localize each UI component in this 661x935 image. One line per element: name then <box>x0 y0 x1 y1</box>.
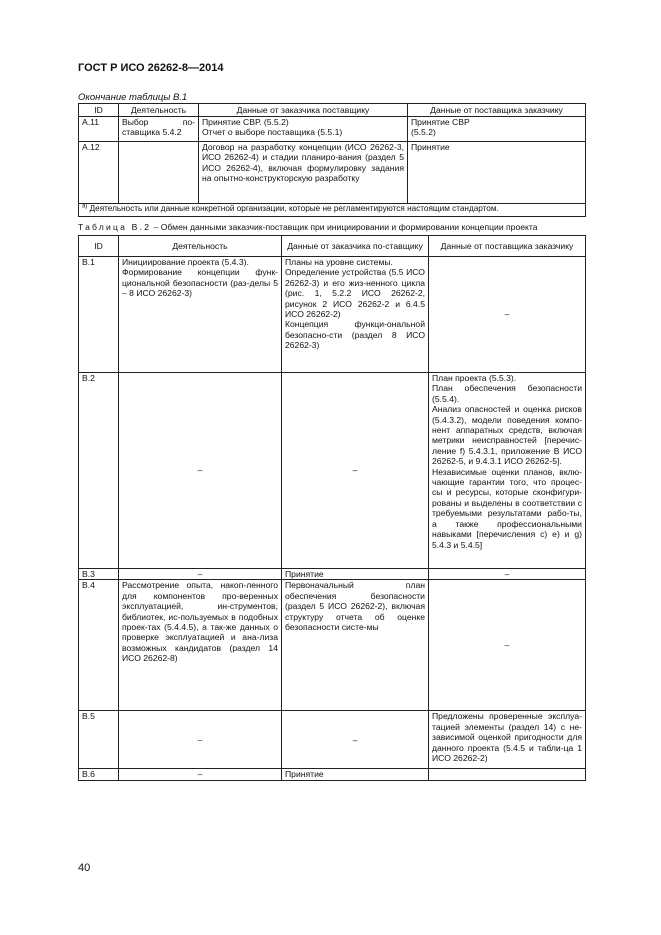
table-header-row <box>79 104 586 117</box>
cell-activity: Инициирование проекта (5.4.3). Формирование концепции функ-циональной безопасности (раз-делы 5 – 8 ИСО 26262-3) <box>119 257 282 373</box>
cell-from-customer: Принятие <box>282 569 429 580</box>
cell-from-supplier: Принятие <box>408 142 586 204</box>
cell-from-customer: Планы на уровне системы. Определение устройства (5.5 ИСО 26262-3) и его жиз-ненного цикла (рис. 1, 5.2.2 ИСО 26262-2, рисунок 2 ИСО 26262-2 и 6.4.5 ИСО 26262-2) Концепция функци-ональной безопасно-сти (раздел 8 ИСО 26262-3) <box>282 257 429 373</box>
page-number: 40 <box>78 862 91 874</box>
table2-caption <box>78 222 538 232</box>
footnote-text: Деятельность или данные конкретной организации, которые не регламентируются настоящим стандартом. <box>87 204 499 213</box>
col-header-id: ID <box>79 104 119 117</box>
table-b1-end <box>78 103 586 217</box>
cell-activity: – <box>119 373 282 569</box>
cell-activity: – <box>119 711 282 769</box>
cell-from-supplier: Предложены проверенные эксплуа-тацией элементы (раздел 14) с не-зависимой оценкой пригодности для данного проекта (5.4.5 и табли-ца 1 ИСО 26262-2) <box>429 711 586 769</box>
cell-id: B.4 <box>79 580 119 711</box>
cell-from-supplier <box>429 769 586 780</box>
cell-from-supplier: – <box>429 257 586 373</box>
table-row <box>79 769 586 780</box>
cell-from-customer: Принятие СВР. (5.5.2) Отчет о выборе поставщика (5.5.1) <box>199 117 408 142</box>
document-code: ГОСТ Р ИСО 26262-8—2014 <box>78 62 224 74</box>
cell-id: B.1 <box>79 257 119 373</box>
table2-caption-text: – Обмен данными заказчик-поставщик при инициировании и формировании концепции проекта <box>151 222 538 232</box>
table-row <box>79 117 586 142</box>
cell-id: B.2 <box>79 373 119 569</box>
cell-activity: Выбор по-ставщика 5.4.2 <box>119 117 199 142</box>
table-row <box>79 142 586 204</box>
table-row <box>79 373 586 569</box>
table-row <box>79 580 586 711</box>
table-row <box>79 711 586 769</box>
table-footnote-row <box>79 204 586 217</box>
table-header-row <box>79 236 586 257</box>
cell-from-supplier: Принятие СВР (5.5.2) <box>408 117 586 142</box>
cell-activity: – <box>119 569 282 580</box>
cell-activity <box>119 142 199 204</box>
footnote-mark: a) <box>82 203 88 210</box>
col-header-activity: Деятельность <box>119 104 199 117</box>
cell-id: A.12 <box>79 142 119 204</box>
table1-caption: Окончание таблицы В.1 <box>78 92 188 103</box>
table-row <box>79 257 586 373</box>
col-header-from-supplier: Данные от поставщика заказчику <box>408 104 586 117</box>
cell-from-customer: – <box>282 373 429 569</box>
cell-id: A.11 <box>79 117 119 142</box>
cell-from-customer: Договор на разработку концепции (ИСО 26262-3, ИСО 26262-4) и стадии планиро-вания (раздел 5 ИСО 26262-4), включая формулировку задания на опытно-конструкторскую разработку <box>199 142 408 204</box>
cell-activity: – <box>119 769 282 780</box>
cell-from-supplier: – <box>429 580 586 711</box>
cell-from-customer: Принятие <box>282 769 429 780</box>
cell-activity: Рассмотрение опыта, накоп-ленного для компонентов про-веренных эксплуатацией, ин-струментов, библиотек, ис-пользуемых в подобных проек-тах (5.4.4.5), а так-же данных о проверке эксплуатацией и ана-лиза возможных кандидатов (раздел 14 ИСО 26262-8) <box>119 580 282 711</box>
col-header-from-customer: Данные от заказчика поставщику <box>199 104 408 117</box>
cell-from-supplier: План проекта (5.5.3). План обеспечения безопасности (5.5.4). Анализ опасностей и оценка рисков (5.4.3.2), модели поведения компо-нент аппаратных средств, включая метрики неисправностей [перечис-ление f) 5.4.3.1, приложение В ИСО 26262-5, и 9.4.3.1 ИСО 26262-5]. Независимые оценки планов, вклю-чающие гарантии того, что процес-сы и ресурсы, которые сконфигури-рованы и выделены в соответствии с требуемыми результатами рабо-ты, а также профессиональными навыками [перечисления c) e) и g) 5.4.3 и 5.4.5] <box>429 373 586 569</box>
table-footnote <box>79 204 586 217</box>
cell-from-customer: – <box>282 711 429 769</box>
cell-from-customer: Первоначальный план обеспечения безопасности (раздел 5 ИСО 26262-2), включая структуру отчета об оценке безопасности систе-мы <box>282 580 429 711</box>
col-header-id: ID <box>79 236 119 257</box>
col-header-from-customer: Данные от заказчика по-ставщику <box>282 236 429 257</box>
cell-id: B.6 <box>79 769 119 780</box>
table-b2 <box>78 235 586 781</box>
cell-id: B.3 <box>79 569 119 580</box>
cell-from-supplier: – <box>429 569 586 580</box>
col-header-activity: Деятельность <box>119 236 282 257</box>
table-row <box>79 569 586 580</box>
cell-id: B.5 <box>79 711 119 769</box>
table2-caption-label: Таблица В.2 <box>78 222 152 232</box>
col-header-from-supplier: Данные от поставщика заказчику <box>429 236 586 257</box>
